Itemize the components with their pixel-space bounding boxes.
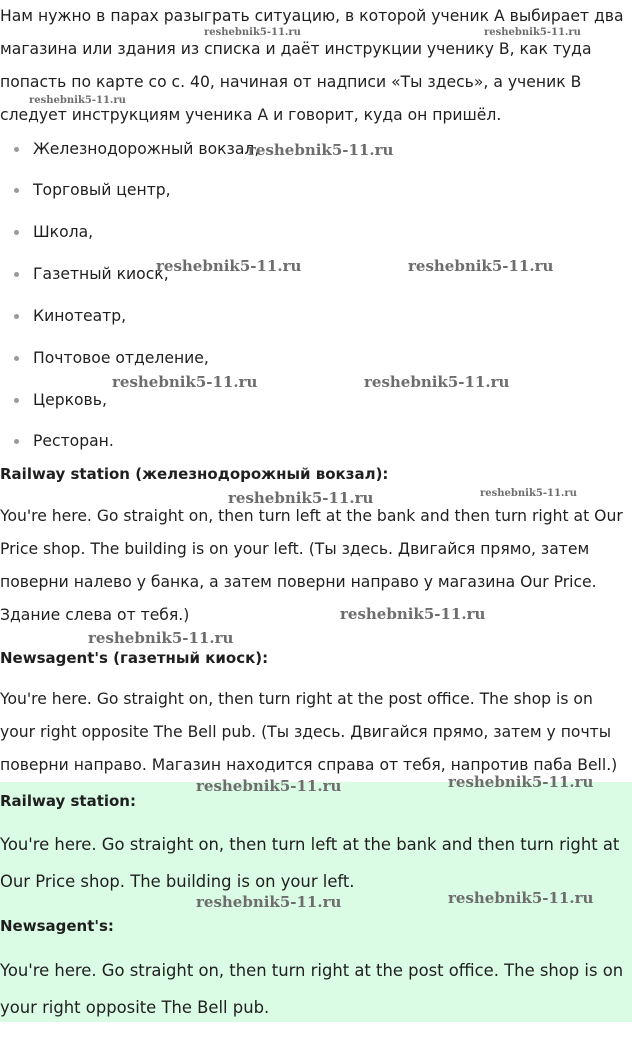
- bullet-icon: [14, 147, 19, 152]
- watermark: reshebnik5-11.ru: [112, 373, 258, 391]
- watermark: reshebnik5-11.ru: [196, 777, 342, 795]
- bullet-icon: [14, 188, 19, 193]
- answer-railway-text: You're here. Go straight on, then turn left at the bank and then turn right at Our Price shop. The building is on your left.: [0, 835, 620, 891]
- list-item-label: Почтовое отделение,: [33, 349, 209, 367]
- watermark: reshebnik5-11.ru: [340, 605, 486, 623]
- watermark: reshebnik5-11.ru: [156, 257, 302, 275]
- list-item-label: Школа,: [33, 223, 94, 241]
- newsagents-heading: Newsagent's (газетный киоск):: [0, 649, 269, 667]
- watermark: reshebnik5-11.ru: [364, 373, 510, 391]
- bullet-icon: [14, 272, 19, 277]
- answer-box: [0, 782, 632, 1022]
- list-item-label: Торговый центр,: [33, 181, 171, 199]
- list-item-label: Церковь,: [33, 391, 107, 409]
- watermark: reshebnik5-11.ru: [204, 27, 301, 38]
- task-description: Нам нужно в парах разыграть ситуацию, в которой ученик А выбирает два магазина или здания из списка и даёт инструкции ученику В, как туда попасть по карте со с. 40, начиная от надписи «Ты здесь», а ученик В следует инструкциям ученика А и говорит, куда он пришёл.: [0, 7, 624, 124]
- newsagents-text: You're here. Go straight on, then turn right at the post office. The shop is on your right opposite The Bell pub. (Ты здесь. Двигайся прямо, затем у почты поверни направо. Магазин находится справа от тебя, напротив паба Bell.): [0, 690, 618, 774]
- watermark: reshebnik5-11.ru: [448, 889, 594, 907]
- answer-newsagents-heading: Newsagent's:: [0, 917, 114, 935]
- watermark: reshebnik5-11.ru: [484, 27, 581, 38]
- railway-station-heading: Railway station (железнодорожный вокзал):: [0, 465, 389, 483]
- list-item-label: Кинотеатр,: [33, 307, 127, 325]
- watermark: reshebnik5-11.ru: [228, 489, 374, 507]
- watermark: reshebnik5-11.ru: [480, 488, 577, 499]
- watermark: reshebnik5-11.ru: [88, 629, 234, 647]
- list-item-label: Газетный киоск,: [33, 265, 169, 283]
- list-item-label: Железнодорожный вокзал,: [33, 140, 260, 158]
- watermark: reshebnik5-11.ru: [196, 893, 342, 911]
- watermark: reshebnik5-11.ru: [448, 773, 594, 791]
- bullet-icon: [14, 439, 19, 444]
- answer-newsagents-text: You're here. Go straight on, then turn right at the post office. The shop is on your right opposite The Bell pub.: [0, 961, 624, 1017]
- bullet-icon: [14, 398, 19, 403]
- bullet-icon: [14, 356, 19, 361]
- list-item-label: Ресторан.: [33, 432, 114, 450]
- watermark: reshebnik5-11.ru: [408, 257, 554, 275]
- railway-station-text: You're here. Go straight on, then turn left at the bank and then turn right at Our Price shop. The building is on your left. (Ты здесь. Двигайся прямо, затем поверни налево у банка, а затем поверни направо у магазина Our Price. Здание слева от тебя.): [0, 507, 623, 624]
- bullet-icon: [14, 230, 19, 235]
- answer-railway-heading: Railway station:: [0, 792, 136, 810]
- bullet-icon: [14, 314, 19, 319]
- watermark: reshebnik5-11.ru: [29, 95, 126, 106]
- watermark: reshebnik5-11.ru: [248, 141, 394, 159]
